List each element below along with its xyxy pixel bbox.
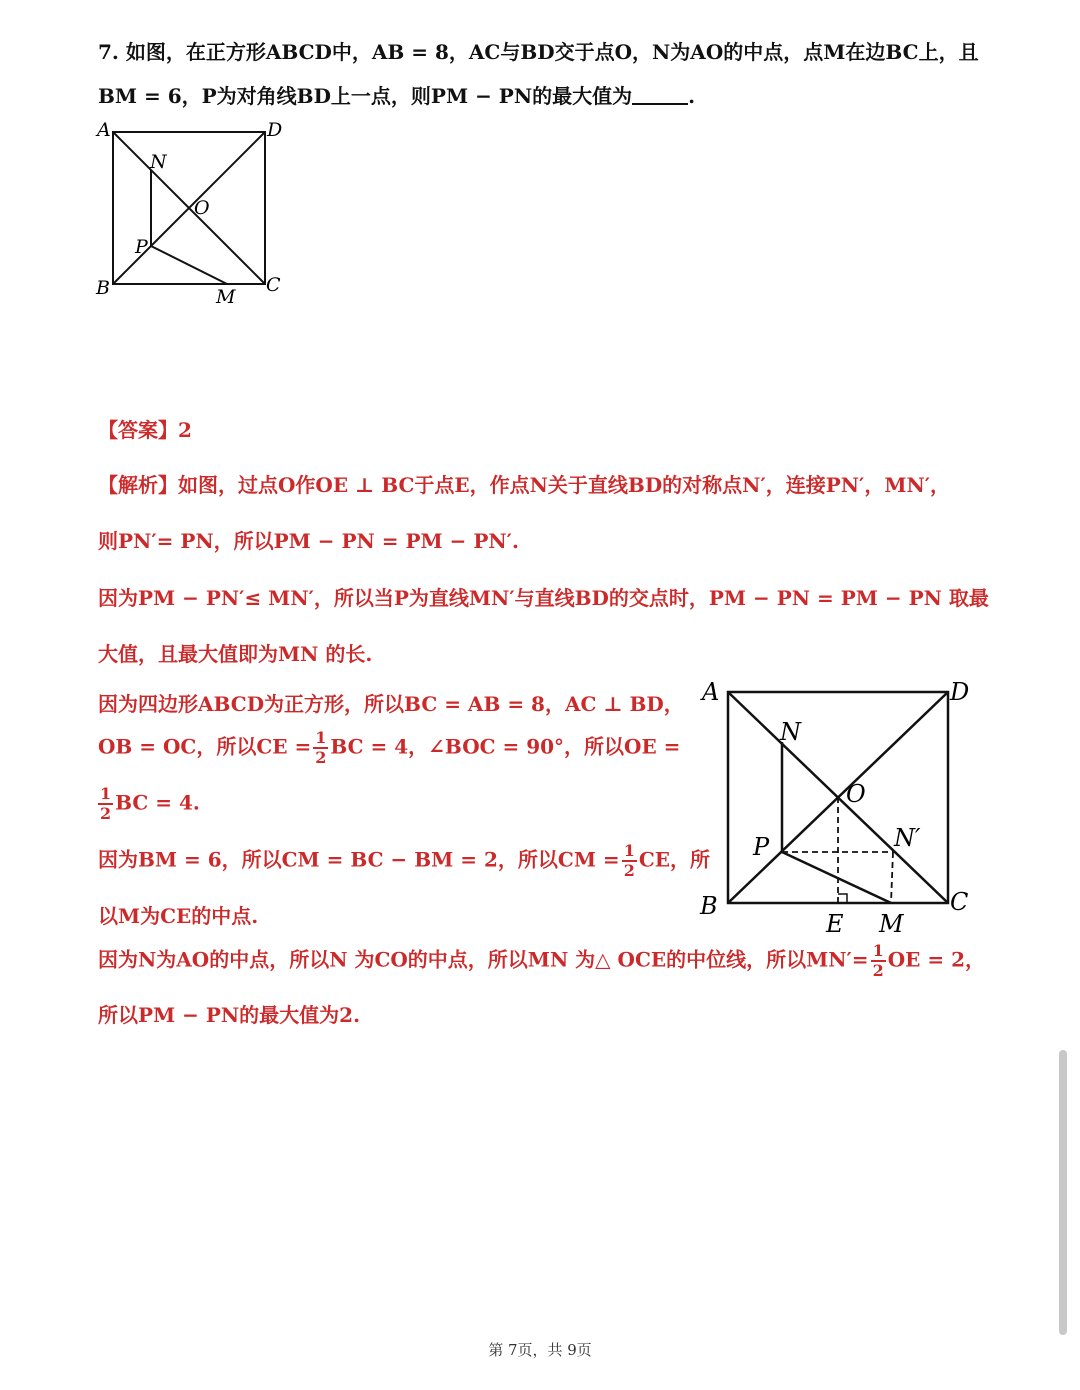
figure-square-question <box>94 118 294 308</box>
fraction-numerator: 1 <box>872 941 884 960</box>
fraction-numerator: 1 <box>315 728 327 747</box>
fig1-label-m: M <box>216 286 236 308</box>
fig2-label-m: M <box>879 910 904 938</box>
solution-line-3: 因为PM − PN′≤ MN′，所以当P为直线MN′与直线BD的交点时，PM − PN = PM − PN 取最 <box>98 586 989 610</box>
solution-line-6 <box>98 730 680 766</box>
solution-line-7-b: BC = 4. <box>115 790 200 815</box>
fraction-numerator: 1 <box>623 841 635 860</box>
fig2-label-b: B <box>700 892 718 920</box>
fig2-label-o: O <box>846 780 866 808</box>
fig1-label-c: C <box>266 274 281 296</box>
question-line-2 <box>98 80 695 109</box>
fig2-label-n: N <box>780 718 801 746</box>
fraction-denominator: 2 <box>315 748 327 767</box>
fraction-denominator: 2 <box>623 861 635 880</box>
page-number: 第 7页，共 9页 <box>488 1341 592 1359</box>
solution-line-10-a: 因为N为AO的中点，所以N 为CO的中点，所以MN 为△ OCE的中位线，所以MN′= <box>98 947 869 972</box>
fig1-label-p: P <box>135 236 148 258</box>
solution-line-11: 所以PM − PN的最大值为2. <box>98 1003 361 1027</box>
fig2-label-a: A <box>702 678 720 706</box>
solution-line-6-a: OB = OC，所以CE = <box>98 734 312 759</box>
solution-line-10 <box>98 943 985 979</box>
fraction-numerator: 1 <box>100 784 112 803</box>
solution-line-8 <box>98 843 710 879</box>
solution-line-7 <box>98 786 200 822</box>
fraction-denominator: 2 <box>872 961 884 980</box>
solution-line-9: 以M为CE的中点. <box>98 904 259 928</box>
fig1-label-o: O <box>194 197 210 219</box>
fraction-half <box>622 843 637 879</box>
fraction-half <box>313 730 328 766</box>
question-line-2-text: BM = 6，P为对角线BD上一点，则PM − PN的最大值为 <box>98 84 633 108</box>
fig1-label-n: N <box>150 151 167 173</box>
scrollbar-thumb[interactable] <box>1059 1050 1067 1335</box>
dashed-n2m <box>891 852 893 903</box>
fig2-label-e: E <box>826 910 844 938</box>
fig2-label-p: P <box>753 833 770 861</box>
solution-line-10-b: OE = 2， <box>887 947 985 972</box>
answer-blank <box>632 85 688 105</box>
right-angle-mark <box>838 894 847 903</box>
solution-line-8-b: CE，所 <box>638 847 710 872</box>
solution-line-6-b: BC = 4，∠BOC = 90°，所以OE = <box>330 734 681 759</box>
fig1-label-d: D <box>267 119 283 141</box>
question-line-1: 7. 如图，在正方形ABCD中，AB = 8，AC与BD交于点O，N为AO的中点，点M在边BC上，且 <box>98 40 979 64</box>
fig2-label-d: D <box>950 678 970 706</box>
answer-label: 【答案】2 <box>98 418 192 442</box>
question-line-2-end: . <box>688 84 696 108</box>
solution-line-5: 因为四边形ABCD为正方形，所以BC = AB = 8，AC ⊥ BD， <box>98 692 684 716</box>
fig1-label-a: A <box>97 119 111 141</box>
fraction-denominator: 2 <box>100 804 112 823</box>
fraction-half <box>98 786 113 822</box>
segment-p-m <box>151 246 227 284</box>
solution-line-1: 【解析】如图，过点O作OE ⊥ BC于点E，作点N关于直线BD的对称点N′，连接PN′，MN′， <box>98 473 951 497</box>
fig1-label-b: B <box>96 277 110 299</box>
solution-line-8-a: 因为BM = 6，所以CM = BC − BM = 2，所以CM = <box>98 847 620 872</box>
solution-line-2: 则PN′= PN，所以PM − PN = PM − PN′. <box>98 529 519 553</box>
figure-square-solution <box>696 672 986 942</box>
segment-p-m-2 <box>782 852 891 903</box>
fig2-label-n-prime: N′ <box>894 824 921 852</box>
fraction-half <box>871 943 886 979</box>
fig2-label-c: C <box>950 888 969 916</box>
solution-line-4: 大值，且最大值即为MN 的长. <box>98 642 373 666</box>
